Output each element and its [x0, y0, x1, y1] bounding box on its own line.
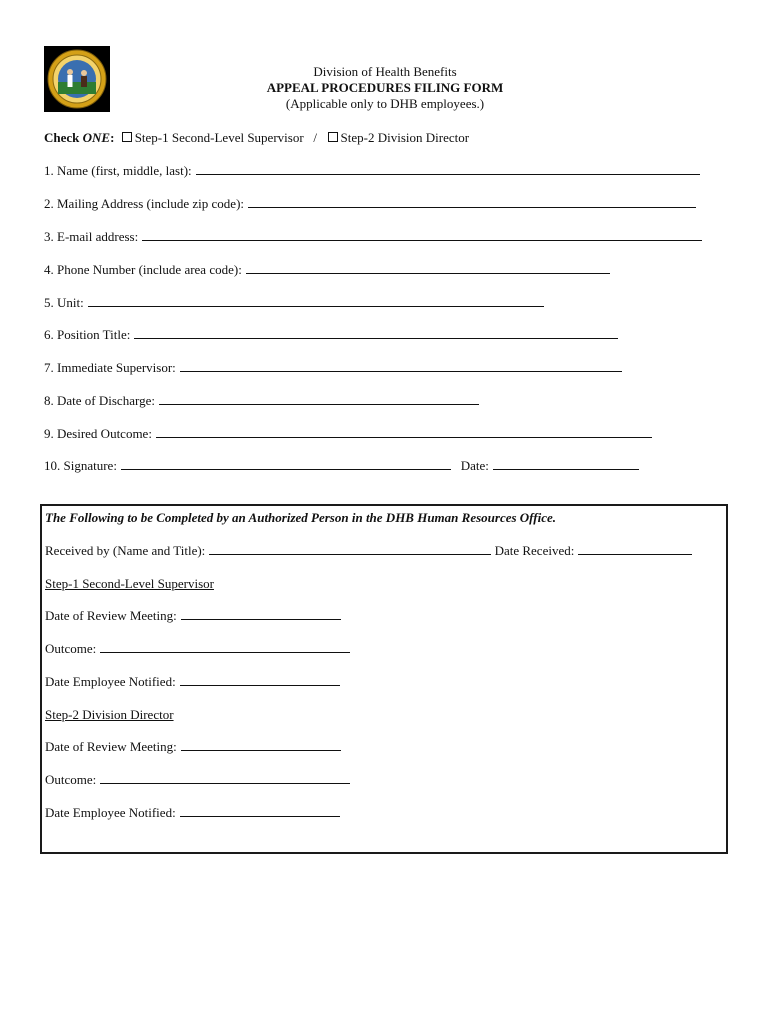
unit-row	[44, 295, 544, 311]
date-of-discharge-field[interactable]	[159, 393, 479, 405]
step2-review-field[interactable]	[181, 739, 341, 751]
signature-date-field[interactable]	[493, 458, 639, 470]
step2-notified-field[interactable]	[180, 805, 340, 817]
name-label: 1. Name (first, middle, last):	[44, 163, 192, 178]
step1-checkbox[interactable]	[122, 132, 132, 142]
step1-outcome-row	[45, 641, 350, 657]
received-by-field[interactable]	[209, 543, 491, 555]
step1-outcome-label: Outcome:	[45, 641, 97, 656]
received-by-row	[45, 543, 692, 559]
immediate-supervisor-row	[44, 360, 622, 376]
position-title-field[interactable]	[134, 327, 618, 339]
check-one-row	[44, 130, 469, 146]
phone-label: 4. Phone Number (include area code):	[44, 262, 242, 277]
hr-office-heading-text: The Following to be Completed by an Authorized Person in the DHB Human Resources Office.	[45, 510, 557, 525]
step2-notified-label: Date Employee Notified:	[45, 805, 176, 820]
step2-outcome-row	[45, 772, 350, 788]
signature-date-label: Date:	[460, 458, 489, 473]
mailing-address-row	[44, 196, 696, 212]
step1-section-title	[45, 576, 214, 592]
unit-field[interactable]	[88, 295, 544, 307]
step1-option-label: Step-1 Second-Level Supervisor	[134, 130, 304, 145]
step1-review-row	[45, 608, 341, 624]
mailing-address-label: 2. Mailing Address (include zip code):	[44, 196, 245, 211]
check-label-colon: :	[110, 130, 115, 145]
email-field[interactable]	[142, 229, 702, 241]
desired-outcome-field[interactable]	[156, 426, 652, 438]
hr-office-heading	[45, 510, 556, 526]
date-received-field[interactable]	[578, 543, 692, 555]
step2-section-title	[45, 707, 174, 723]
step1-review-field[interactable]	[181, 608, 341, 620]
division-name: Division of Health Benefits	[313, 64, 457, 79]
signature-field[interactable]	[121, 458, 451, 470]
position-title-row	[44, 327, 618, 343]
step2-checkbox[interactable]	[328, 132, 338, 142]
form-title: APPEAL PROCEDURES FILING FORM	[266, 80, 504, 95]
unit-label: 5. Unit:	[44, 295, 84, 310]
step2-outcome-label: Outcome:	[45, 772, 97, 787]
date-of-discharge-label: 8. Date of Discharge:	[44, 393, 155, 408]
step2-option-label: Step-2 Division Director	[340, 130, 470, 145]
phone-field[interactable]	[246, 262, 610, 274]
step2-review-row	[45, 739, 341, 755]
check-label-emphasis: ONE	[82, 130, 111, 145]
phone-row	[44, 262, 610, 278]
name-field[interactable]	[196, 163, 700, 175]
mailing-address-field[interactable]	[248, 196, 696, 208]
step2-outcome-field[interactable]	[100, 772, 350, 784]
signature-label: 10. Signature:	[44, 458, 117, 473]
check-label: Check	[44, 130, 83, 145]
step2-title: Step-2 Division Director	[45, 707, 174, 722]
signature-row	[44, 458, 639, 474]
step1-outcome-field[interactable]	[100, 641, 350, 653]
date-of-discharge-row	[44, 393, 479, 409]
form-subtitle: (Applicable only to DHB employees.)	[285, 96, 485, 111]
step1-notified-field[interactable]	[180, 674, 340, 686]
step1-review-label: Date of Review Meeting:	[45, 608, 177, 623]
option-separator: /	[313, 130, 318, 145]
immediate-supervisor-label: 7. Immediate Supervisor:	[44, 360, 176, 375]
desired-outcome-label: 9. Desired Outcome:	[44, 426, 152, 441]
step2-review-label: Date of Review Meeting:	[45, 739, 177, 754]
step1-notified-row	[45, 674, 340, 690]
date-received-label: Date Received:	[494, 543, 575, 558]
email-label: 3. E-mail address:	[44, 229, 139, 244]
received-by-label: Received by (Name and Title):	[45, 543, 206, 558]
immediate-supervisor-field[interactable]	[180, 360, 622, 372]
step1-notified-label: Date Employee Notified:	[45, 674, 176, 689]
step2-notified-row	[45, 805, 340, 821]
step1-title: Step-1 Second-Level Supervisor	[45, 576, 214, 591]
email-row	[44, 229, 702, 245]
desired-outcome-row	[44, 426, 652, 442]
position-title-label: 6. Position Title:	[44, 327, 131, 342]
form-header	[0, 64, 770, 112]
name-row	[44, 163, 700, 179]
